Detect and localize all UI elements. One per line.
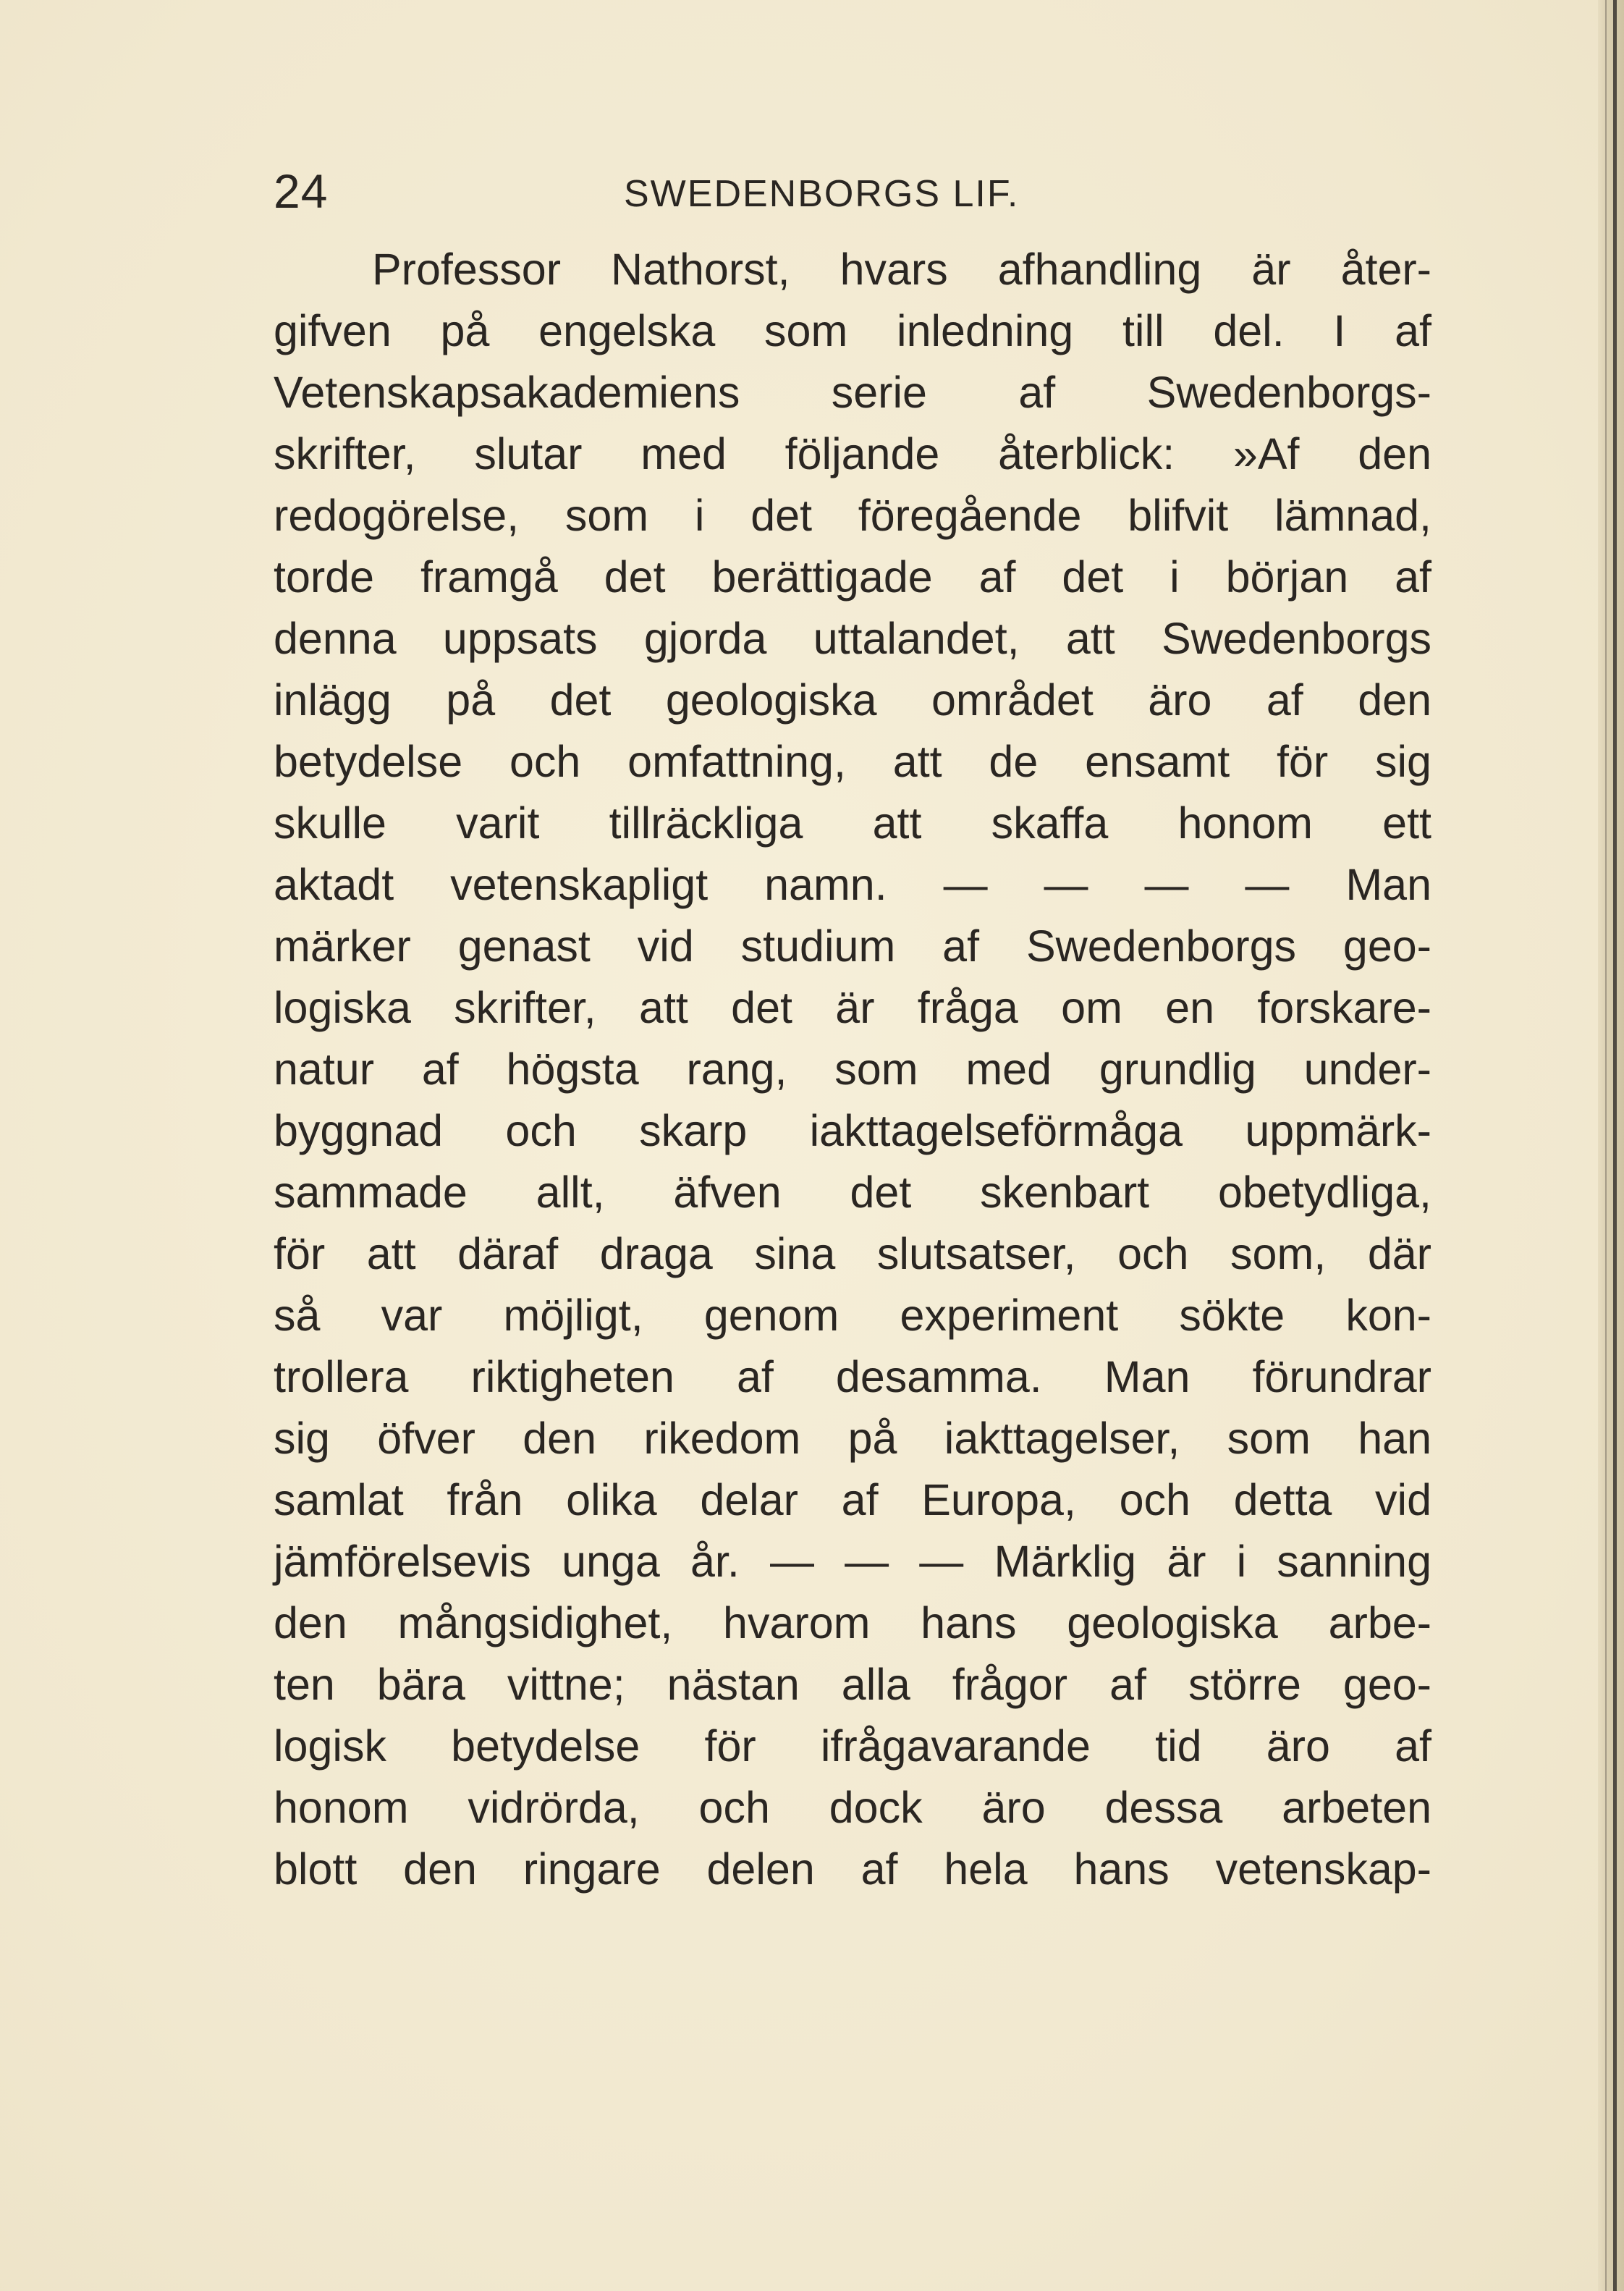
- page-edge-line: [1613, 0, 1617, 2291]
- text-line: ten bära vittne; nästan alla frågor af större geo-: [274, 1660, 1431, 1709]
- text-line: natur af högsta rang, som med grundlig under-: [274, 1045, 1431, 1094]
- text-line: denna uppsats gjorda uttalandet, att Swedenborgs: [274, 614, 1431, 663]
- text-line: skulle varit tillräckliga att skaffa honom ett: [274, 798, 1431, 848]
- text-line: inlägg på det geologiska området äro af den: [274, 675, 1431, 725]
- text-line: så var möjligt, genom experiment sökte kon-: [274, 1291, 1431, 1340]
- text-line: logiska skrifter, att det är fråga om en forskare-: [274, 983, 1431, 1032]
- text-line: sig öfver den rikedom på iakttagelser, som han: [274, 1414, 1431, 1463]
- text-line: betydelse och omfattning, att de ensamt för sig: [274, 737, 1431, 786]
- text-line: aktadt vetenskapligt namn. — — — — Man: [274, 860, 1431, 909]
- text-line: redogörelse, som i det föregående blifvit lämnad,: [274, 491, 1431, 540]
- text-line: torde framgå det berättigade af det i början af: [274, 552, 1431, 602]
- text-line: den mångsidighet, hvarom hans geologiska arbe-: [274, 1598, 1431, 1647]
- text-line: skrifter, slutar med följande återblick: »Af den: [274, 429, 1431, 478]
- page-edge-line-faint: [1605, 0, 1607, 2291]
- text-line: logisk betydelse för ifrågavarande tid äro af: [274, 1721, 1431, 1771]
- text-line: för att däraf draga sina slutsatser, och som, där: [274, 1229, 1431, 1278]
- body-text: [274, 239, 1431, 1900]
- text-line: gifven på engelska som inledning till del. I af: [274, 306, 1431, 355]
- text-line: honom vidrörda, och dock äro dessa arbeten: [274, 1783, 1431, 1832]
- page-number: 24: [274, 164, 329, 218]
- page-header: [274, 162, 1431, 220]
- text-line: samlat från olika delar af Europa, och detta vid: [274, 1475, 1431, 1524]
- text-line: Vetenskapsakademiens serie af Swedenborgs-: [274, 368, 1431, 417]
- text-line: jämförelsevis unga år. — — — Märklig är i sanning: [274, 1537, 1431, 1586]
- running-title: SWEDENBORGS LIF.: [624, 173, 1020, 215]
- text-line: byggnad och skarp iakttagelseförmåga uppmärk-: [274, 1106, 1431, 1155]
- text-line: märker genast vid studium af Swedenborgs geo-: [274, 921, 1431, 971]
- page-edge: [1598, 0, 1624, 2291]
- text-line: blott den ringare delen af hela hans vetenskap-: [274, 1844, 1431, 1894]
- text-line: Professor Nathorst, hvars afhandling är åter-: [372, 245, 1431, 294]
- text-line: trollera riktigheten af desamma. Man förundrar: [274, 1352, 1431, 1401]
- text-line: sammade allt, äfven det skenbart obetydliga,: [274, 1168, 1431, 1217]
